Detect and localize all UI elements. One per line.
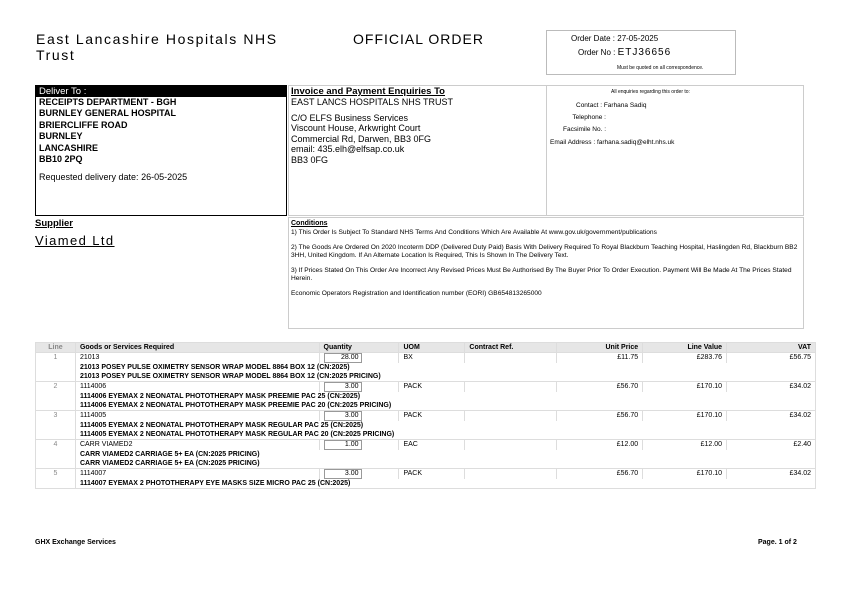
uom: PACK <box>399 469 465 480</box>
vat: £34.02 <box>727 382 816 393</box>
deliver-line: RECEIPTS DEPARTMENT - BGH <box>39 97 177 107</box>
order-number-value: ETJ36656 <box>617 47 672 58</box>
invoice-line: C/O ELFS Business Services <box>291 112 409 123</box>
table-row <box>36 469 816 480</box>
uom: PACK <box>399 382 465 393</box>
vat: £34.02 <box>727 411 816 422</box>
vat: £56.75 <box>727 353 816 364</box>
quantity-field: 3.00 <box>324 469 362 479</box>
supplier-header: Supplier <box>35 218 74 229</box>
uom: EAC <box>399 440 465 451</box>
item-description: 1114006 EYEMAX 2 NEONATAL PHOTOTHERAPY MASK PREEMIE PAC 25 (CN:2025) <box>75 392 815 401</box>
line-value: £170.10 <box>643 411 727 422</box>
order-number <box>578 47 671 58</box>
item-description: 21013 POSEY PULSE OXIMETRY SENSOR WRAP MODEL 8864 BOX 12 (CN:2025 PRICING) <box>75 372 815 382</box>
item-description: 1114005 EYEMAX 2 NEONATAL PHOTOTHERAPY MASK REGULAR PAC 20 (CN:2025 PRICING) <box>75 430 815 440</box>
invoice-line: BB3 0FG <box>291 154 329 165</box>
organisation-name-line2: Trust <box>36 47 76 63</box>
deliver-line: BURNLEY GENERAL HOSPITAL <box>39 108 177 119</box>
uom: PACK <box>399 411 465 422</box>
item-description: 21013 POSEY PULSE OXIMETRY SENSOR WRAP MODEL 8864 BOX 12 (CN:2025) <box>75 363 815 372</box>
line-number: 1 <box>36 353 76 364</box>
line-number: 3 <box>36 411 76 422</box>
column-header: Contract Ref. <box>465 343 557 353</box>
order-date: Order Date : 27-05-2025 <box>571 34 659 43</box>
invoice-email: email: 435.elh@elfsap.co.uk <box>291 144 405 154</box>
table-row <box>36 353 816 364</box>
invoice-line: Commercial Rd, Darwen, BB3 0FG <box>291 133 432 144</box>
line-number: 5 <box>36 469 76 480</box>
organisation-name-line1: East Lancashire Hospitals NHS <box>36 31 278 47</box>
item-description: 1114005 EYEMAX 2 NEONATAL PHOTOTHERAPY MASK REGULAR PAC 25 (CN:2025) <box>75 421 815 430</box>
condition-paragraph: 3) If Prices Stated On This Order Are Incorrect Any Revised Prices Must Be Authorised By The Buyer Prior To Order Execution. Payment Will Be Made At The Prices Stated Herein. <box>291 267 792 282</box>
unit-price: £56.70 <box>557 382 643 393</box>
item-code: 1114006 <box>75 382 319 393</box>
table-row <box>36 382 816 393</box>
deliver-line: BRIERCLIFFE ROAD <box>39 119 128 130</box>
order-number-label: Order No : <box>578 48 616 57</box>
unit-price: £56.70 <box>557 411 643 422</box>
invoice-line: EAST LANCS HOSPITALS NHS TRUST <box>291 97 454 107</box>
table-header-row <box>36 343 816 353</box>
unit-price: £11.75 <box>557 353 643 364</box>
supplier-name: Viamed Ltd <box>35 233 115 248</box>
contract-ref <box>465 440 557 451</box>
contact-telephone: Telephone : <box>572 114 606 121</box>
conditions-header: Conditions <box>291 220 328 227</box>
item-code: 1114005 <box>75 411 319 422</box>
line-value: £170.10 <box>643 382 727 393</box>
deliver-to-header: Deliver To : <box>36 86 286 97</box>
contact-name: Contact : Farhana Sadiq <box>576 102 647 109</box>
contact-intro: All enquiries regarding this order to: <box>611 89 690 95</box>
invoice-enquiries-box <box>288 85 546 216</box>
contact-box <box>546 85 804 216</box>
unit-price: £56.70 <box>557 469 643 480</box>
deliver-to-box <box>35 85 287 216</box>
line-value: £12.00 <box>643 440 727 451</box>
item-description: CARR VIAMED2 CARRIAGE 5+ EA (CN:2025 PRICING) <box>75 450 815 459</box>
order-info-box <box>546 30 736 75</box>
unit-price: £12.00 <box>557 440 643 451</box>
item-description: 1114007 EYEMAX 2 PHOTOTHERAPY EYE MASKS SIZE MICRO PAC 25 (CN:2025) <box>75 479 815 489</box>
item-description: 1114006 EYEMAX 2 NEONATAL PHOTOTHERAPY MASK PREEMIE PAC 20 (CN:2025 PRICING) <box>75 401 815 411</box>
line-number: 2 <box>36 382 76 393</box>
document-title: OFFICIAL ORDER <box>353 31 484 47</box>
column-header: Unit Price <box>557 343 643 353</box>
column-header: Line <box>36 343 76 353</box>
deliver-line: LANCASHIRE <box>39 142 99 153</box>
condition-paragraph: 1) This Order Is Subject To Standard NHS Terms And Conditions Which Are Available At www.gov.uk/government/publications <box>291 229 657 236</box>
column-header: Goods or Services Required <box>75 343 319 353</box>
quantity-field: 3.00 <box>324 382 362 392</box>
vat: £34.02 <box>727 469 816 480</box>
line-value: £283.76 <box>643 353 727 364</box>
invoice-header: Invoice and Payment Enquiries To <box>291 86 445 97</box>
item-code: 1114007 <box>75 469 319 480</box>
contract-ref <box>465 353 557 364</box>
column-header: Line Value <box>643 343 727 353</box>
contract-ref <box>465 411 557 422</box>
uom: BX <box>399 353 465 364</box>
conditions-box <box>288 217 804 329</box>
table-row <box>36 440 816 451</box>
line-value: £170.10 <box>643 469 727 480</box>
vat: £2.40 <box>727 440 816 451</box>
page-number: Page. 1 of 2 <box>758 539 797 546</box>
invoice-line: Viscount House, Arkwright Court <box>291 123 421 133</box>
column-header: Quantity <box>319 343 399 353</box>
deliver-line: BURNLEY <box>39 131 83 142</box>
eori-number: Economic Operators Registration and Identification number (EORI) GB654813265000 <box>291 290 542 297</box>
contact-email: Email Address : farhana.sadiq@elht.nhs.uk <box>550 139 675 146</box>
quantity-field: 28.00 <box>324 353 362 363</box>
footer-left: GHX Exchange Services <box>35 539 116 546</box>
item-description: CARR VIAMED2 CARRIAGE 5+ EA (CN:2025 PRICING) <box>75 459 815 469</box>
requested-delivery-date: Requested delivery date: 26-05-2025 <box>39 172 188 183</box>
deliver-line: BB10 2PQ <box>39 154 83 165</box>
order-lines-table <box>35 342 816 489</box>
condition-paragraph: 2) The Goods Are Ordered On 2020 Incoterm DDP (Delivered Duty Paid) Basis With Delivery Required To Royal Blackburn Teaching Hospital, Haslingden Rd, Blackburn BB2 3HH, United Kingdom. If An Alternate Location Is Required, This Is Shown In The Delivery Text. <box>291 244 798 259</box>
quantity-field: 1.00 <box>324 440 362 450</box>
quantity-field: 3.00 <box>324 411 362 421</box>
table-row <box>36 411 816 422</box>
item-code: CARR VIAMED2 <box>75 440 319 451</box>
line-number: 4 <box>36 440 76 451</box>
column-header: VAT <box>727 343 816 353</box>
item-code: 21013 <box>75 353 319 364</box>
contract-ref <box>465 382 557 393</box>
contact-facsimile: Facsimile No. : <box>563 126 606 133</box>
quote-note: Must be quoted on all correspondence. <box>617 65 704 71</box>
contract-ref <box>465 469 557 480</box>
organisation-name <box>36 31 336 63</box>
column-header: UOM <box>399 343 465 353</box>
